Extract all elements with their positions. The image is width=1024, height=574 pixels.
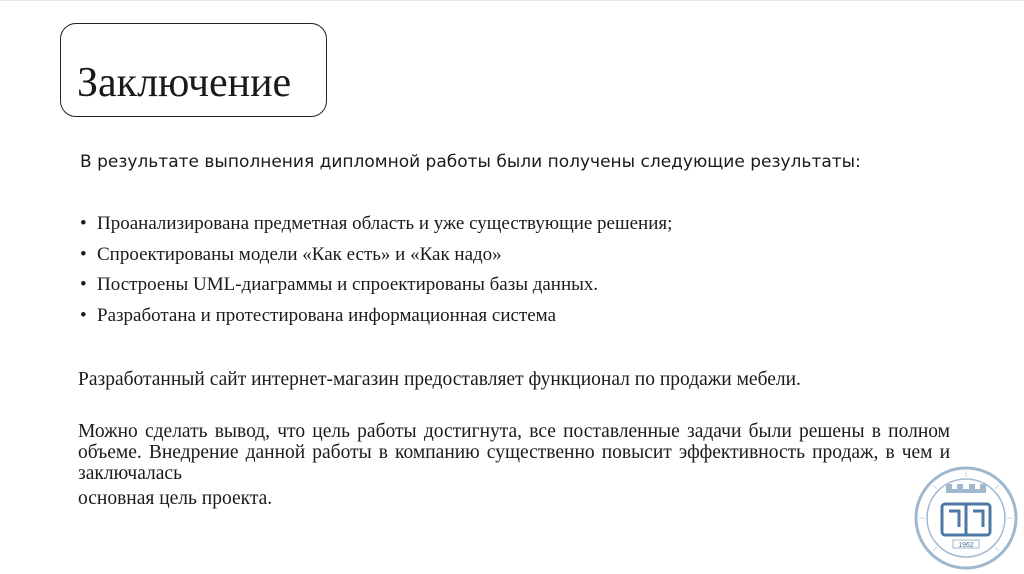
results-list-item: • Построены UML-диаграммы и спроектированы базы данных.: [80, 274, 672, 305]
title-box: [60, 23, 327, 117]
conclusion-paragraph-2: Можно сделать вывод, что цель работы достигнута, все поставленные задачи были решены в полном объеме. Внедрение данной работы в компанию существенно повысит эффективность продаж, в чем и заключалась: [78, 421, 950, 484]
university-logo: [913, 465, 1019, 571]
top-divider: [0, 0, 1024, 1]
results-list-item: • Спроектированы модели «Как есть» и «Как надо»: [80, 244, 672, 275]
conclusion-paragraph-1: Разработанный сайт интернет-магазин предоставляет функционал по продажи мебели.: [78, 369, 801, 390]
conclusion-paragraph-3: основная цель проекта.: [78, 488, 273, 509]
results-list-item: • Проанализирована предметная область и уже существующие решения;: [80, 213, 672, 244]
intro-text: В результате выполнения дипломной работы были получены следующие результаты:: [80, 152, 861, 172]
logo-year: 1962: [958, 542, 974, 549]
slide-title: Заключение: [77, 60, 292, 106]
results-list-item: • Разработана и протестирована информационная система: [80, 305, 672, 336]
results-list: [80, 213, 672, 335]
